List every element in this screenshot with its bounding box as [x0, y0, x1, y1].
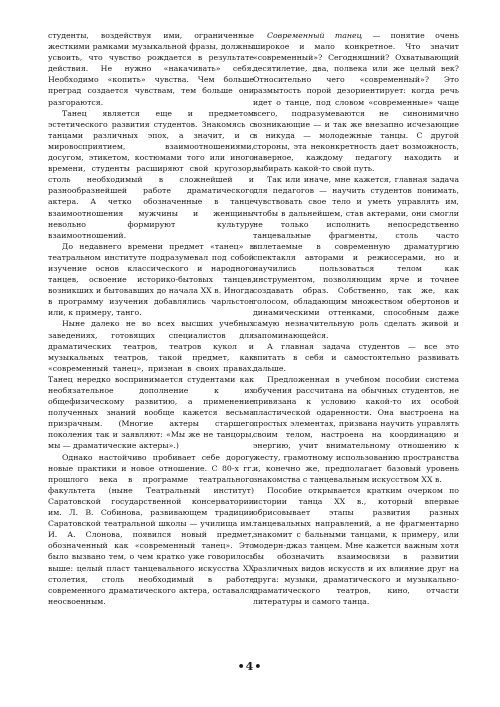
page-number: •4• — [237, 660, 263, 673]
left-paragraph-1: студенты, воздействуя ими, ограниченные жесткими рамками музыкальной фразы, должны усвоить, что чувство рождается в результате действия. Не нужно «накачивать» себя. Необходимо «копить» чувства. Чем больше преград создается чувствам, тем больше они разгораются. — [48, 31, 254, 107]
left-paragraph-5: Однако настойчиво пробивает себе дорогу новые практики и новое отношение. С 80-х гг. прошлого века в программе театрального факультета (ныне Театральный институт) Саратовской государственной консерватории им. Л. В. Собинова, развивающем традиции Саратовской театральной школы — училища им. И. А. Слонова, появился новый предмет, обозначенный как «современный танец». Это было вызвано тем, о чем кратко уже говорилось выше: целый пласт танцевального искусства XX столетия, столь необходимый в работе современного драматического актера, оставался неосвоенным. — [48, 452, 254, 606]
left-paragraph-3: До недавнего времени предмет «танец» в театральном институте подразумевал под собой изучение основ классического и народного танцев, освоение историко-бытовых танцев, возникших и бытовавших до начала XX в. Иногда в программу изучения добавлялись чарльстон или, к примеру, танго. — [48, 241, 254, 318]
term-modern-dance: Современный танец — [267, 31, 363, 40]
left-column — [48, 30, 254, 607]
left-paragraph-4: Ныне далеко не во всех высших учебных заведениях, готовящих специалистов для драматических театров, театров кукол и музыкальных театров, такой предмет, как «современный танец», признан в своих правах. Танец нередко воспринимается студентами как необязательное дополнение к их общефизическому развитию, а применение полученных знаний вообще кажется весьма призрачным. (Многие актеры старшего поколения так и заявляют: «Мы же не танцоры, мы — драматические актеры».) — [48, 319, 254, 451]
right-paragraph-1 — [253, 30, 459, 174]
right-paragraph-3: А главная задача студентов — все это впитать в себя и самостоятельно развивать дальше. — [253, 341, 459, 373]
right-paragraph-2: Так или иначе, мне кажется, главная задача для педагогов — научить студентов понимать, чувствовать свое тело и уметь управлять им, чтобы в дальнейшем, став актерами, они смогли не только исполнить непосредственно танцевальные фрагменты, столь часто вплетаемые в современную драматургию спектакля авторами и режиссерами, но и научились пользоваться телом как инструментом, позволяющим ярче и точнее создавать образ. Собственно, так же, как голосом, обладающим множеством обертонов и динамическими оттенками, способным даже самую незначительную роль сделать живой и запоминающейся. — [253, 175, 459, 340]
right-column — [253, 30, 459, 607]
left-paragraph-2: Танец является еще и предметом эстетического развития студентов. Знакомясь с танцами различных эпох, а значит, и с мировосприятием, взаимоотношениями, досугом, этикетом, костюмами того или иного времени, студенты расширяют свой кругозор, столь необходимый в сложнейшей и разнообразнейшей работе драматического актера. А четко обозначенные в танце взаимоотношения мужчины и женщины невольно формируют культуру взаимоотношений. — [48, 108, 254, 240]
right-paragraph-5: Пособие открывается кратким очерком по истории танца XX в., который впервые обрисовывает этапы развития разных танцевальных направлений, а не фрагментарно знакомит с бальными танцами, к примеру, или модерн-джаз танцем. Мне кажется важным хотя бы обозначить взаимосвязи в развитии различных видов искусств и их влияние друг на друга: музыки, драматического и музыкально-драматического театров, кино, отчасти литературы и самого танца. — [253, 485, 459, 606]
right-paragraph-4: Предложенная в учебном пособии система обучения рассчитана на обычных студентов, не привязана к условию какой-то их особой пластической одаренности. Она выстроена на простых элементах, призвана научить управлять своим телом, настроена на координацию и энергию, учит внимательному отношению к жесту, грамотному использованию пространства и, конечно же, предполагает базовый уровень знакомства с танцевальным искусством XX в. — [253, 374, 459, 484]
right-paragraph-1-text: — понятие очень широкое и мало конкретное. Что значит «современный»? Сегодняшний? Охватывающий десятилетие, два, полвека или же целый век? Относительно чего «современный»? Это размытость порой дезориентирует: когда речь идет о танце, под словом «современные» чаще всего, подразумеваются не синонимично возникающие — и так же внезапно исчезающие в никуда — молодежные танцы. С другой стороны, эта неконкретность дает возможность, наверное, каждому педагогу находить и выбирать какой-то свой путь. — [253, 31, 459, 174]
